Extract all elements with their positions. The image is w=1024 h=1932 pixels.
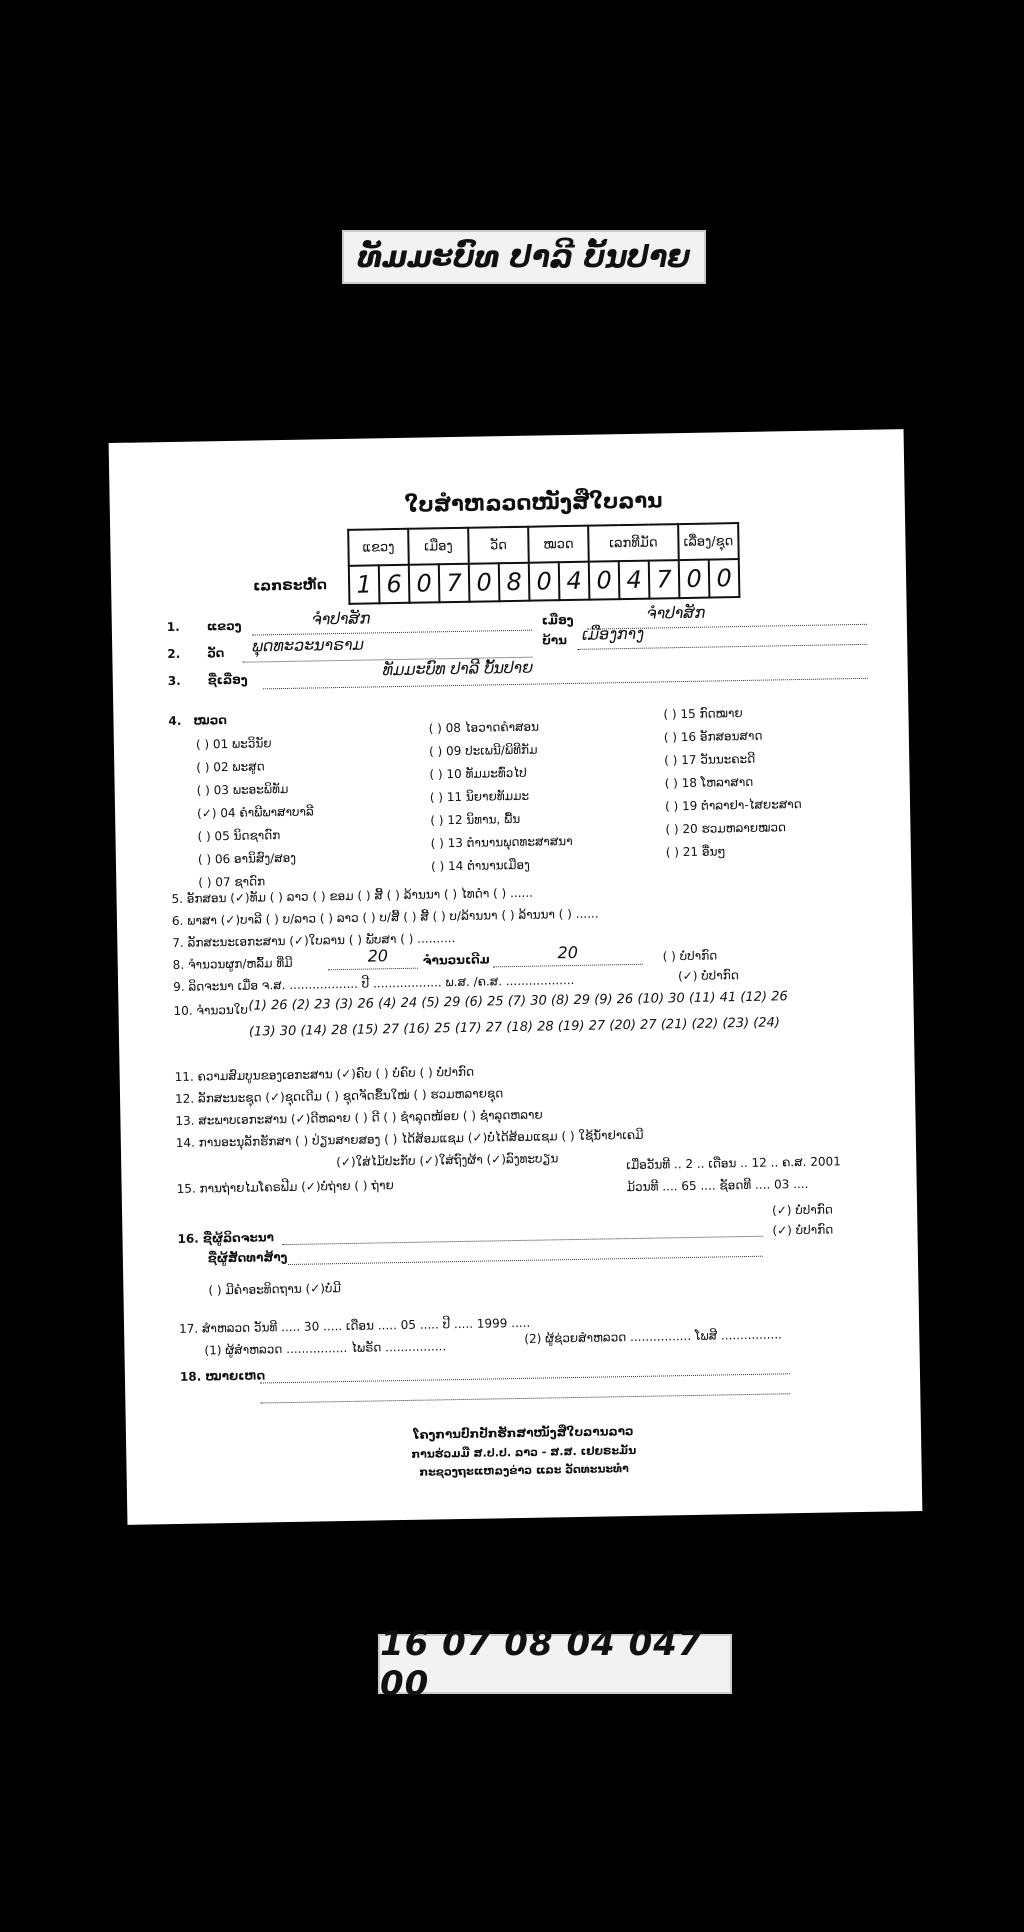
field-3-label: ຊື່ເລື່ອງ	[207, 672, 248, 688]
code-digit: 0	[469, 563, 500, 602]
footer-line-2: ການຮ່ວມມື ສ.ປ.ປ. ລາວ - ສ.ສ. ເຢຍຣະມັນ	[411, 1443, 637, 1461]
category-item: ( ) 12 ນິທານ, ພື້ນ	[430, 811, 521, 828]
field-4-num: 4.	[168, 713, 182, 729]
field-16-dedication: ( ) ມີຄຳອະທິດຖານ (✓)ບໍ່ມີ	[208, 1281, 342, 1298]
field-2-num: 2.	[167, 646, 181, 662]
category-item: ( ) 03 ພະອະພິທັມ	[196, 781, 289, 798]
category-item: ( ) 11 ນິຍາຍທັມມະ	[429, 788, 530, 805]
code-header: ເມືອງ	[408, 528, 469, 565]
field-9-label: 9. ລິດຈະນາ ເມື່ອ ຈ.ສ. .................. ປີ .................. ພ.ສ. /ຄ.ສ. ..................	[172, 972, 575, 994]
category-column-3	[663, 701, 802, 864]
field-2-value: ພຸດທະວະນາຣາມ	[252, 634, 365, 656]
category-item: ( ) 19 ຕຳລາຢາ-ໄສຍະສາດ	[664, 796, 802, 814]
field-15-microfilm: 15. ການຖ່າຍໄມໂຄຣຟີມ (✓)ບໍ່ຖ່າຍ ( ) ຖ່າຍ	[176, 1178, 394, 1196]
footer-line-1: ໂຄງການປົກປັກຮັກສາໜັງສືໃບລານລາວ	[413, 1424, 634, 1442]
field-16b-label: ຊື່ຜູ້ສັດທາສ້າງ	[207, 1250, 288, 1266]
field-15-date: ເມື່ອວັນທີ .. 2 .. ເດືອນ .. 12 .. ຄ.ສ. 2001	[626, 1154, 841, 1173]
category-item: ( ) 06 ອານິສົງ/ສອງ	[197, 850, 297, 867]
category-column-2	[428, 715, 573, 878]
field-16-not-found: (✓) ບໍ່ປາກົດ	[771, 1202, 834, 1218]
field-5-script: 5. ອັກສອນ (✓)ທັມ ( ) ລາວ ( ) ຂອມ ( ) ສີ້ ( ) ລ້ານນາ ( ) ໄທດຳ ( ) ......	[171, 885, 534, 906]
category-item: ( ) 07 ຊາດົກ	[198, 874, 266, 890]
survey-form-sheet	[109, 429, 923, 1525]
category-item: ( ) 05 ນິດຊາດົກ	[197, 828, 281, 844]
bottom-label-text: 16 07 08 04 047 00	[380, 1624, 703, 1704]
code-label: ເລກຣະຫັດ	[253, 577, 328, 595]
code-digit: 7	[439, 564, 470, 603]
footer-line-3: ກະຊວງຖະແຫລງຂ່າວ ແລະ ວັດທະນະທຳ	[419, 1462, 629, 1479]
code-table	[347, 522, 740, 605]
field-14-preservation: 14. ການອະນຸລັກຮັກສາ ( ) ປ່ຽນສາຍສອງ ( ) ໄດ້ສ້ອມແຊມ (✓)ບໍ່ໄດ້ສ້ອມແຊມ ( ) ໃຊ້ນ້ຳຢາເຄມີ	[175, 1127, 644, 1150]
code-header: ແຂວງ	[348, 529, 409, 566]
field-8-label: 8. ຈຳນວນຜູກ/ຫລົ້ມ ທີ່ມີ	[172, 955, 293, 972]
field-2-label: ວັດ	[207, 646, 225, 661]
code-digit: 6	[379, 565, 410, 604]
category-item: ( ) 20 ຮວມຫລາຍໝວດ	[665, 820, 787, 837]
category-column-1	[196, 732, 315, 895]
field-17-survey-date: 17. ສຳຫລວດ ວັນທີ ..... 30 ..... ເດືອນ ..... 05 ..... ປີ ..... 1999 .....	[178, 1315, 531, 1336]
code-digit: 8	[499, 563, 530, 602]
field-1-label: ແຂວງ	[206, 618, 242, 634]
field-1b-label: ເມືອງ	[541, 612, 574, 628]
field-17-assistant: (2) ຜູ້ຊ່ວຍສຳຫລວດ ................ ໂພສີ ................	[524, 1327, 783, 1346]
field-10-row-2: (13) 30 (14) 28 (15) 27 (16) 25 (17) 27 (18) 28 (19) 27 (20) 27 (21) (22) (23) (24)	[248, 1015, 781, 1040]
code-digit: 0	[529, 562, 560, 601]
field-8-value: 20	[367, 946, 389, 966]
code-digit: 0	[409, 564, 440, 603]
code-digit: 1	[349, 565, 380, 604]
category-item: ( ) 10 ທັມມະທົ່ວໄປ	[429, 765, 527, 782]
field-9-not-found: (✓) ບໍ່ປາກົດ	[677, 968, 739, 984]
title-label-strip	[342, 230, 706, 284]
field-14-preservation-extra: (✓)ໃສ່ໄມ້ປະກັບ (✓)ໃສ່ຖົງຜ້າ (✓)ລົງທະບຽນ	[336, 1151, 559, 1170]
field-16-label: 16. ຊື່ຜູ້ລິດຈະນາ	[177, 1230, 275, 1246]
code-label-strip	[378, 1624, 732, 1704]
field-8-not-found: ( ) ບໍ່ປາກົດ	[662, 948, 718, 964]
field-6-language: 6. ພາສາ (✓)ບາລີ ( ) ບ/ລາວ ( ) ລາວ ( ) ບ/ສີ້ ( ) ສີ້ ( ) ບ/ລ້ານນາ ( ) ລ້ານນາ ( ) ......	[171, 906, 599, 928]
field-4-label: ໝວດ	[193, 712, 227, 728]
field-7-material: 7. ລັກສະນະເອກະສານ (✓)ໃບລານ ( ) ພັບສາ ( ) ..........	[172, 931, 456, 950]
code-digit: 0	[679, 560, 710, 599]
code-digit: 7	[649, 560, 680, 599]
category-item: ( ) 14 ຕຳນານເມືອງ	[430, 857, 530, 874]
field-1-num: 1.	[166, 619, 180, 635]
field-11-completeness: 11. ຄວາມສົມບູນຂອງເອກະສານ (✓)ຄົບ ( ) ບໍ່ຄົບ ( ) ບໍ່ປາກົດ	[174, 1064, 475, 1084]
code-header: ວັດ	[468, 527, 529, 564]
category-item: ( ) 02 ພະສູດ	[196, 759, 265, 775]
field-18-label: 18. ໝາຍເຫດ	[179, 1368, 266, 1384]
category-item: ( ) 17 ວັນນະຄະດີ	[664, 751, 756, 768]
field-16b-not-found: (✓) ບໍ່ປາກົດ	[772, 1222, 834, 1238]
field-10-row-1: (1) 26 (2) 23 (3) 26 (4) 24 (5) 29 (6) 25 (7) 30 (8) 29 (9) 26 (10) 30 (11) 41 (12) 26	[248, 989, 788, 1014]
category-item: ( ) 15 ກົດໝາຍ	[663, 705, 743, 722]
code-digit: 4	[619, 561, 650, 600]
field-2b-label: ບ້ານ	[542, 633, 568, 648]
code-digit: 4	[559, 562, 590, 601]
code-header: ເລື່ອງ/ຊຸດ	[678, 523, 739, 560]
category-item: ( ) 13 ຕຳນານພຸດທະສາສນາ	[430, 833, 573, 851]
field-3-value: ທັມມະບົທ ປາລີ ບັ້ນປາຍ	[382, 657, 534, 680]
code-digit: 0	[589, 561, 620, 600]
category-item: ( ) 21 ອື່ນໆ	[665, 844, 726, 860]
category-item: ( ) 18 ໂຫລາສາດ	[664, 774, 754, 791]
category-item: ( ) 01 ພະວິນັຍ	[195, 736, 272, 752]
field-12-set-type: 12. ລັກສະນະຊຸດ (✓)ຊຸດເດີມ ( ) ຊຸດຈັດຂຶ້ນໃໝ່ ( ) ຮວມຫລາຍຊຸດ	[174, 1086, 504, 1106]
code-header: ເລກທີມັດ	[588, 524, 679, 562]
field-3-num: 3.	[167, 673, 181, 689]
field-2b-value: ເມືອງກາງ	[581, 623, 645, 644]
category-item: (✓) 04 ຄຳພີພາສາບາລີ	[196, 804, 314, 821]
field-1b-value: ຈຳປາສັກ	[646, 602, 706, 623]
form-title: ໃບສຳຫລວດໜັງສືໃບລານ	[404, 488, 663, 517]
category-item: ( ) 09 ປະເພນີ/ພິທີກັມ	[428, 742, 538, 759]
category-item: ( ) 08 ໄອວາດຄຳສອນ	[428, 719, 540, 736]
code-digit: 0	[709, 559, 740, 598]
category-item: ( ) 16 ອັກສອນສາດ	[663, 728, 763, 745]
field-17-surveyor: (1) ຜູ້ສຳຫລວດ ................ ໄພຣັດ ................	[204, 1339, 447, 1358]
field-13-condition: 13. ສະພາບເອກະສານ (✓)ດີຫລາຍ ( ) ດີ ( ) ຊຳລຸດໜ້ອຍ ( ) ຊຳລຸດຫລາຍ	[175, 1107, 543, 1128]
field-15-roll: ມ້ວນທີ .... 65 .... ຊັອດທີ .... 03 ....	[626, 1176, 809, 1195]
field-8b-label: ຈຳນວນເດີມ	[422, 952, 490, 968]
field-10-label: 10. ຈຳນວນໃບ	[173, 1002, 249, 1018]
field-1-value: ຈຳປາສັກ	[311, 608, 371, 629]
field-8b-value: 20	[557, 942, 579, 963]
top-label-text: ທັມມະບົທ ປາລີ ບັ້ນປາຍ	[357, 239, 691, 275]
code-header: ໝວດ	[528, 526, 589, 563]
